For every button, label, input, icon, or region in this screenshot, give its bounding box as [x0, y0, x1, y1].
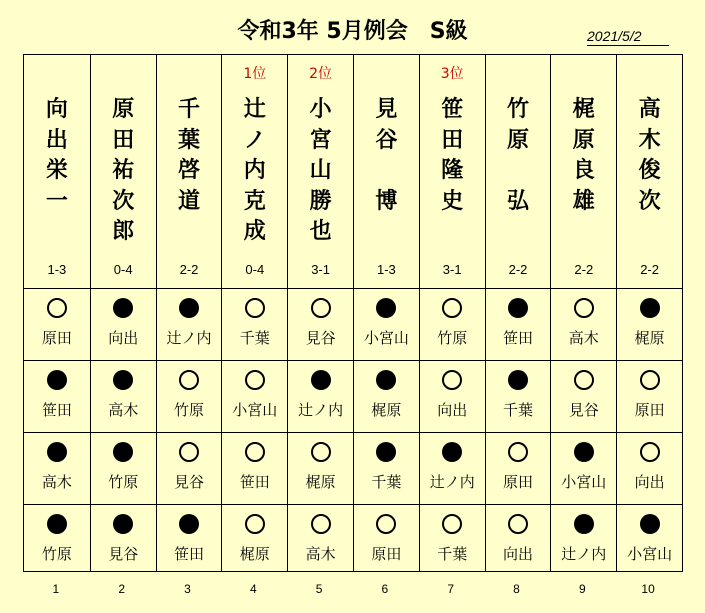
- player-name-char: 郎: [112, 219, 135, 244]
- loss-circle-icon: [179, 298, 199, 318]
- player-name-char: 梶: [572, 97, 595, 122]
- loss-circle-icon: [311, 370, 331, 390]
- opponent-name: 千葉: [437, 545, 468, 563]
- opponent-name: 高木: [41, 473, 72, 491]
- player-name: [486, 95, 551, 217]
- player-name-char: 次: [112, 188, 135, 214]
- opponent-name: 見谷: [568, 401, 599, 419]
- player-column: [353, 55, 419, 571]
- column-number: 6: [381, 582, 389, 596]
- opponent-name: 小宮山: [363, 329, 409, 347]
- win-circle-icon: [376, 514, 396, 534]
- round-cell: [551, 361, 616, 433]
- loss-circle-icon: [376, 442, 396, 462]
- win-circle-icon: [311, 514, 331, 534]
- loss-circle-icon: [113, 370, 133, 390]
- round-cell: [354, 361, 419, 433]
- opponent-name: 竹原: [173, 401, 204, 419]
- player-name: [551, 95, 616, 217]
- player-name-char: 雄: [572, 188, 595, 214]
- player-column: [616, 55, 682, 571]
- round-cell: [420, 505, 485, 577]
- opponent-name: 原田: [502, 473, 533, 491]
- player-rank: 3位: [440, 66, 464, 82]
- win-circle-icon: [245, 442, 265, 462]
- player-score: 2-2: [640, 262, 659, 277]
- player-name-char: 原: [112, 97, 135, 122]
- win-circle-icon: [47, 298, 67, 318]
- player-column: [550, 55, 616, 571]
- player-name-char: 栄: [45, 158, 68, 183]
- player-column: [156, 55, 222, 571]
- round-cell: [24, 361, 90, 433]
- opponent-name: 笹田: [173, 545, 204, 563]
- player-name-char: 辻: [243, 97, 266, 122]
- player-name-char: 啓: [177, 158, 200, 183]
- player-name-char: 弘: [506, 188, 529, 214]
- opponent-name: 向出: [108, 329, 139, 347]
- round-cell: [91, 289, 156, 361]
- player-name: [91, 95, 156, 248]
- player-name: [157, 95, 222, 217]
- opponent-name: 辻ノ内: [298, 401, 344, 419]
- round-cell: [222, 289, 287, 361]
- opponent-name: 笹田: [239, 473, 270, 491]
- opponent-name: 笹田: [502, 329, 533, 347]
- loss-circle-icon: [442, 442, 462, 462]
- player-name-char: 俊: [638, 158, 661, 183]
- page-title: 令和3年 5月例会 S級: [237, 19, 468, 44]
- round-cell: [91, 361, 156, 433]
- round-cell: [157, 433, 222, 505]
- opponent-name: 辻ノ内: [561, 545, 607, 563]
- round-cell: [551, 289, 616, 361]
- round-cell: [551, 433, 616, 505]
- opponent-name: 高木: [305, 545, 336, 563]
- player-name-char: [383, 156, 391, 187]
- column-number: 10: [641, 582, 655, 596]
- opponent-name: 千葉: [239, 329, 270, 347]
- player-column: [24, 55, 90, 571]
- player-name-char: 出: [45, 127, 68, 153]
- opponent-name: 原田: [634, 401, 665, 419]
- column-number: 2: [118, 582, 126, 596]
- player-name-char: 原: [572, 127, 595, 153]
- opponent-name: 向出: [437, 401, 468, 419]
- round-cell: [288, 433, 353, 505]
- player-score: 2-2: [574, 262, 594, 277]
- player-rank: 1位: [243, 66, 267, 82]
- opponent-name: 梶原: [634, 329, 665, 347]
- opponent-name: 高木: [108, 401, 139, 419]
- round-cell: [617, 289, 682, 361]
- column-number: 1: [52, 582, 60, 596]
- round-cell: [288, 289, 353, 361]
- player-name: [288, 95, 353, 248]
- win-circle-icon: [574, 298, 594, 318]
- round-cell: [486, 361, 551, 433]
- round-cell: [222, 433, 287, 505]
- player-column: [90, 55, 156, 571]
- player-name: [617, 95, 682, 217]
- player-name-char: 笹: [441, 97, 464, 122]
- round-cell: [486, 505, 551, 577]
- player-name-char: ノ: [243, 127, 266, 153]
- win-circle-icon: [245, 370, 265, 390]
- player-name-char: 谷: [375, 127, 398, 153]
- opponent-name: 梶原: [305, 473, 336, 491]
- player-score: 3-1: [442, 262, 462, 277]
- round-cell: [157, 505, 222, 577]
- round-cell: [617, 505, 682, 577]
- date-underline: [587, 45, 669, 46]
- round-cell: [617, 361, 682, 433]
- win-circle-icon: [245, 514, 265, 534]
- player-score: 0-4: [113, 262, 133, 277]
- win-circle-icon: [574, 370, 594, 390]
- round-cell: [222, 505, 287, 577]
- player-name: [354, 95, 419, 217]
- round-cell: [288, 505, 353, 577]
- opponent-name: 小宮山: [232, 401, 278, 419]
- loss-circle-icon: [574, 514, 594, 534]
- player-name-char: 博: [375, 188, 398, 214]
- player-name-char: 田: [112, 127, 135, 153]
- loss-circle-icon: [179, 514, 199, 534]
- loss-circle-icon: [113, 514, 133, 534]
- column-number: 8: [513, 582, 520, 596]
- opponent-name: 向出: [634, 473, 665, 491]
- player-name-char: 小: [309, 97, 332, 122]
- win-circle-icon: [311, 442, 331, 462]
- player-name-char: 勝: [309, 188, 332, 214]
- player-name-char: 宮: [309, 127, 332, 153]
- round-cell: [354, 505, 419, 577]
- player-name-char: 内: [243, 158, 266, 183]
- player-name-char: 良: [572, 158, 595, 183]
- column-number: 5: [315, 582, 323, 596]
- player-name: [24, 95, 90, 217]
- player-name: [420, 95, 485, 217]
- player-name-char: 田: [441, 127, 464, 153]
- loss-circle-icon: [640, 514, 660, 534]
- column-number: 9: [578, 582, 586, 596]
- round-cell: [91, 505, 156, 577]
- win-circle-icon: [508, 514, 528, 534]
- opponent-name: 梶原: [239, 545, 270, 563]
- player-rank: 2位: [309, 66, 333, 82]
- loss-circle-icon: [47, 442, 67, 462]
- player-name-char: 山: [309, 158, 332, 183]
- round-cell: [222, 361, 287, 433]
- player-name-char: 克: [243, 188, 266, 214]
- player-name-char: 次: [638, 188, 661, 214]
- column-number: 3: [184, 582, 191, 596]
- loss-circle-icon: [640, 298, 660, 318]
- round-cell: [288, 361, 353, 433]
- player-score: 1-3: [377, 262, 396, 277]
- player-score: 3-1: [311, 262, 330, 277]
- opponent-name: 千葉: [502, 401, 533, 419]
- round-cell: [420, 433, 485, 505]
- player-column: [419, 55, 485, 571]
- player-name-char: 史: [441, 188, 464, 214]
- round-cell: [24, 433, 90, 505]
- round-cell: [24, 289, 90, 361]
- player-score: 1-3: [47, 262, 67, 277]
- loss-circle-icon: [113, 442, 133, 462]
- opponent-name: 高木: [568, 329, 599, 347]
- win-circle-icon: [442, 514, 462, 534]
- round-cell: [91, 433, 156, 505]
- column-number: 4: [249, 582, 257, 596]
- player-name-char: 也: [309, 219, 332, 244]
- round-cell: [420, 289, 485, 361]
- loss-circle-icon: [508, 370, 528, 390]
- opponent-name: 原田: [41, 329, 72, 347]
- player-name-char: [514, 156, 522, 187]
- opponent-name: 見谷: [305, 329, 336, 347]
- loss-circle-icon: [113, 298, 133, 318]
- round-cell: [354, 289, 419, 361]
- player-name-char: 成: [243, 219, 266, 244]
- opponent-name: 辻ノ内: [166, 329, 212, 347]
- opponent-name: 見谷: [173, 473, 204, 491]
- player-name-char: 一: [45, 188, 68, 214]
- opponent-name: 梶原: [371, 401, 402, 419]
- player-score: 2-2: [508, 262, 528, 277]
- win-circle-icon: [508, 442, 528, 462]
- round-cell: [486, 289, 551, 361]
- opponent-name: 竹原: [41, 545, 72, 563]
- loss-circle-icon: [376, 370, 396, 390]
- player-name-char: 道: [177, 188, 200, 214]
- player-score: 0-4: [245, 262, 265, 277]
- opponent-name: 笹田: [41, 401, 72, 419]
- round-cell: [486, 433, 551, 505]
- player-name-char: 原: [506, 127, 529, 153]
- opponent-name: 小宮山: [627, 545, 673, 563]
- opponent-name: 小宮山: [561, 473, 607, 491]
- player-name-char: 向: [45, 97, 68, 122]
- opponent-name: 竹原: [437, 329, 468, 347]
- loss-circle-icon: [508, 298, 528, 318]
- opponent-name: 千葉: [371, 473, 402, 491]
- player-score: 2-2: [179, 262, 199, 277]
- round-cell: [354, 433, 419, 505]
- player-name-char: 見: [375, 97, 398, 122]
- player-name-char: 葉: [177, 127, 200, 153]
- loss-circle-icon: [47, 514, 67, 534]
- player-name-char: 祐: [112, 158, 135, 183]
- win-circle-icon: [640, 370, 660, 390]
- player-name-char: 木: [638, 127, 661, 153]
- player-name-char: 千: [177, 97, 200, 122]
- opponent-name: 向出: [502, 545, 533, 563]
- win-circle-icon: [179, 370, 199, 390]
- opponent-name: 見谷: [108, 545, 139, 563]
- win-circle-icon: [311, 298, 331, 318]
- win-circle-icon: [245, 298, 265, 318]
- results-table: [23, 54, 683, 572]
- player-column: [287, 55, 353, 571]
- round-cell: [617, 433, 682, 505]
- opponent-name: 原田: [371, 545, 402, 563]
- loss-circle-icon: [47, 370, 67, 390]
- player-column: [221, 55, 287, 571]
- round-cell: [420, 361, 485, 433]
- win-circle-icon: [640, 442, 660, 462]
- round-cell: [157, 289, 222, 361]
- loss-circle-icon: [574, 442, 594, 462]
- opponent-name: 辻ノ内: [429, 473, 475, 491]
- event-date: 2021/5/2: [587, 28, 642, 44]
- player-name-char: 竹: [506, 97, 529, 122]
- round-cell: [24, 505, 90, 577]
- column-number: 7: [447, 582, 455, 596]
- round-cell: [157, 361, 222, 433]
- player-name-char: 隆: [441, 158, 464, 183]
- win-circle-icon: [442, 370, 462, 390]
- win-circle-icon: [442, 298, 462, 318]
- round-cell: [551, 505, 616, 577]
- loss-circle-icon: [376, 298, 396, 318]
- player-name: [222, 95, 287, 248]
- opponent-name: 竹原: [108, 473, 139, 491]
- win-circle-icon: [179, 442, 199, 462]
- player-name-char: 高: [638, 97, 661, 122]
- player-column: [485, 55, 551, 571]
